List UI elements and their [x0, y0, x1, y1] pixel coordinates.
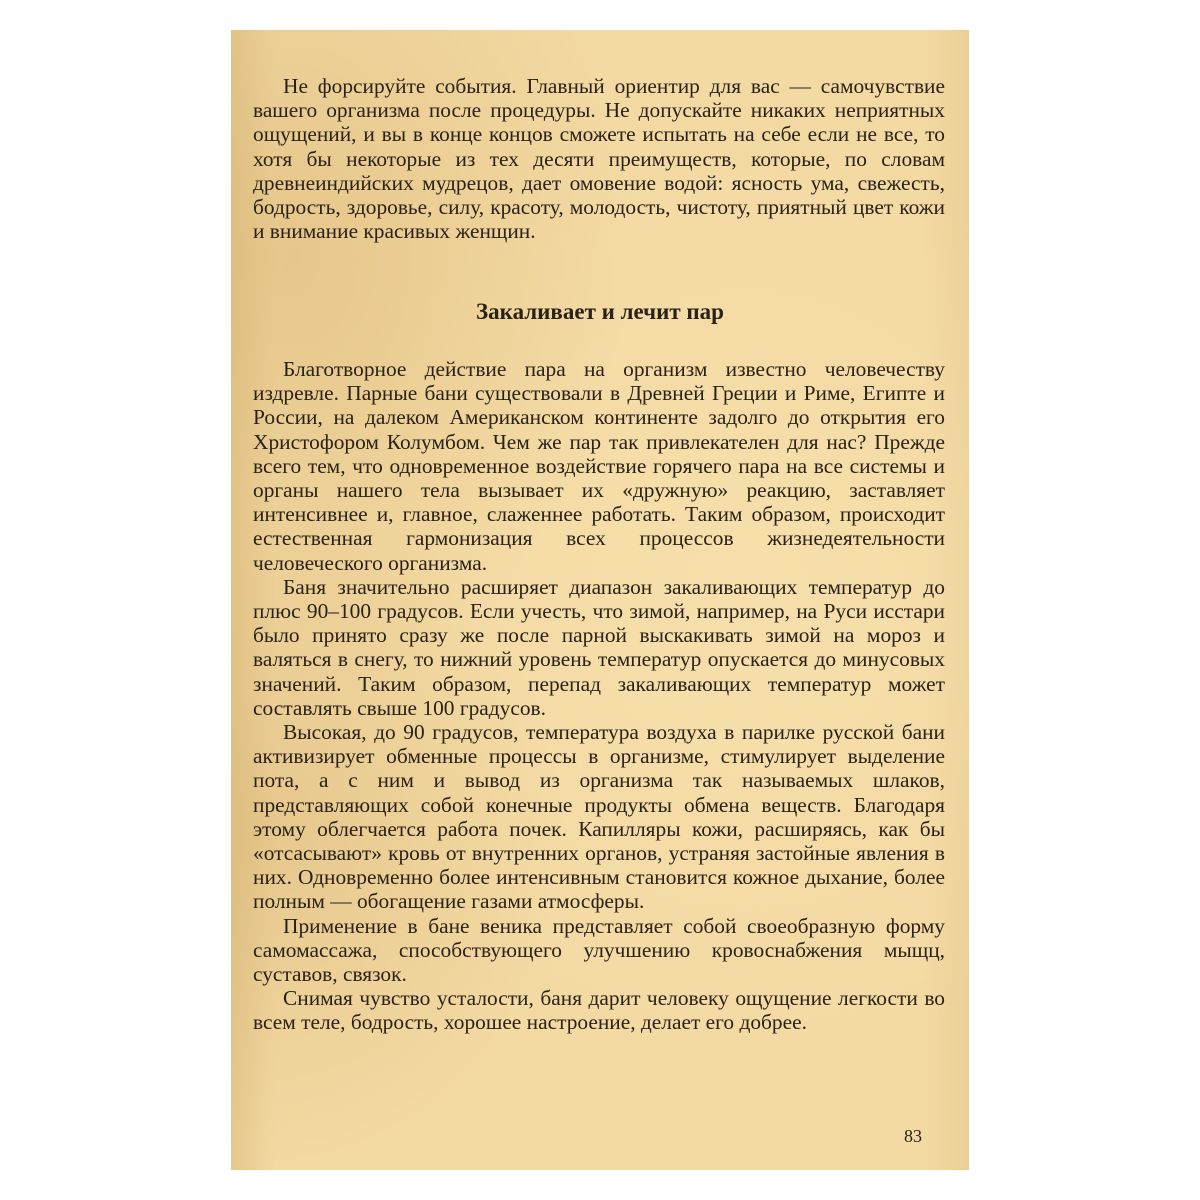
- section-heading: Закаливает и лечит пар: [476, 299, 724, 324]
- body-paragraph-4: Применение в бане веника представляет собой своеобразную форму самомассажа, способствующего улучшению кровоснабжения мыщц, суставов, связок.: [253, 913, 945, 987]
- body-paragraph-2: Баня значительно расширяет диапазон закаливающих температур до плюс 90–100 градусов. Если учесть, что зимой, например, на Руси исстари было принято сразу же после парной выскакивать зимой на мороз и валяться в снегу, то нижний уровень температур опускается до минусовых значений. Таким образом, перепад закаливающих температур может составлять свыше 100 градусов.: [253, 574, 945, 720]
- page-number: 83: [904, 1126, 922, 1146]
- intro-paragraph: Не форсируйте события. Главный ориентир для вас — самочувствие вашего организма после процедуры. Не допускайте никаких неприятных ощущений, и вы в конце концов сможете испытать на себе если не все, то хотя бы некоторые из тех десяти преимуществ, которые, по словам древнеиндийских мудрецов, дает омовение водой: ясность ума, свежесть, бодрость, здоровье, силу, красоту, молодость, чистоту, приятный цвет кожи и внимание красивых женщин.: [253, 74, 945, 244]
- body-paragraph-1: Благотворное действие пара на организм известно человечеству издревле. Парные бани существовали в Древней Греции и Риме, Египте и России, на далеком Американском континенте задолго до открытия его Христофором Колумбом. Чем же пар так привлекателен для нас? Прежде всего тем, что одновременное воздействие горячего пара на все системы и органы нашего тела вызывает их «дружную» реакцию, заставляет интенсивнее и, главное, слаженнее работать. Таким образом, происходит естественная гармонизация всех процессов жизнедеятельности человеческого организма.: [253, 357, 945, 575]
- body-paragraph-5: Снимая чувство усталости, баня дарит человеку ощущение легкости во всем теле, бодрость, хорошее настроение, делает его добрее.: [253, 986, 945, 1035]
- body-paragraph-3: Высокая, до 90 градусов, температура воздуха в парилке русской бани активизирует обменные процессы в организме, стимулирует выделение пота, а с ним и вывод из организма так называемых шлаков, представляющих собой конечные продукты обмена веществ. Благодаря этому облегчается работа почек. Капилляры кожи, расширяясь, как бы «отсасывают» кровь от внутренних органов, устраняя застойные явления в них. Одновременно более интенсивным становится кожное дыхание, более полным — обогащение газами атмосферы.: [253, 720, 945, 914]
- intro-text: [253, 74, 945, 243]
- book-page: [231, 30, 969, 1170]
- section-body: [253, 357, 945, 1035]
